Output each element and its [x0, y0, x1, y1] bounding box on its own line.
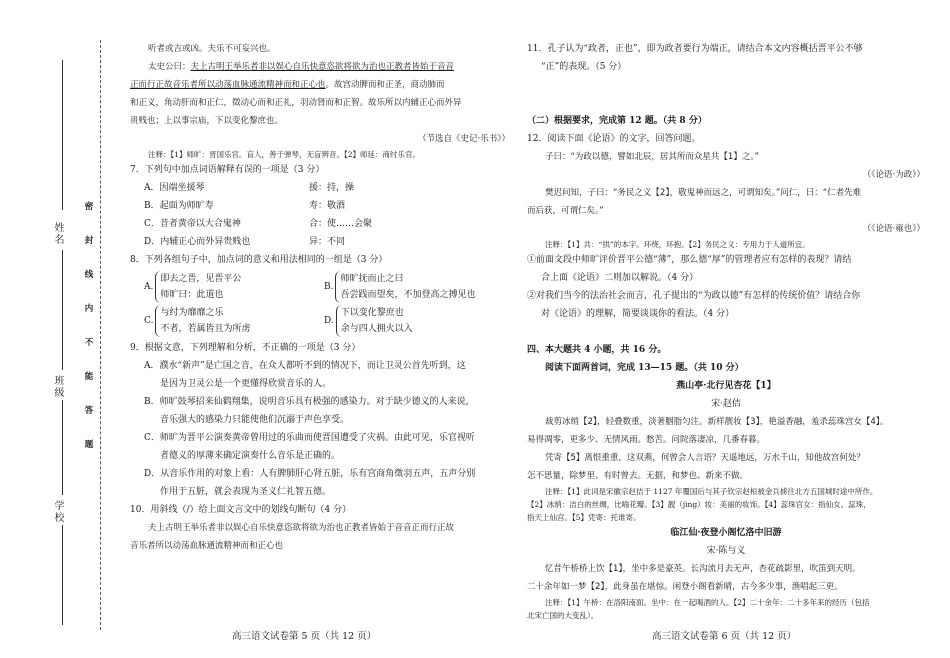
answer-space [527, 323, 925, 341]
seal-char: 不 [84, 338, 94, 348]
lunyu-quote-2: 樊迟问知，子曰：“务民之义【2】，敬鬼神而远之，可谓知矣。”问仁，曰：“仁者先难 [545, 188, 862, 198]
seal-char: 封 [84, 236, 94, 246]
school-blank-line [62, 400, 63, 495]
lunyu-note: 注释：【1】共：“拱”的本字。环绕，环抱。【2】务民之义：专用力于人道所宜。 [545, 240, 810, 249]
seal-dashed-line [100, 40, 101, 630]
q9-option-b-cont: 音乐强大的感染力只能使他们沉溺于声色享受。 [160, 415, 350, 425]
poem-1-line: 裁剪冰绡【2】，轻叠数重，淡著胭脂匀注。新样靓妆【3】，艳溢香融，羞杀蕊珠宫女【4】。 [545, 417, 889, 427]
poem-1-author: 宋·赵佶 [711, 399, 741, 409]
q10-sentence: 夫上古明王举乐者非以娱心自乐快意恣欲将欲为治也正教者皆始于音音正而行正故 [148, 523, 455, 533]
question-12-1: ①前面文段中师旷评价晋平公德“薄”，那么德“厚”的管理者应有怎样的表现？请结 [527, 255, 852, 265]
lunyu-source-2: （《论语·雍也》） [862, 224, 925, 234]
q8-option-a: A. 即去之晋，见晋平公 师旷曰：此道也 [144, 271, 324, 303]
passage-line: 正而行正故音乐者所以动荡血脉通流精神而和正心也。故宫动脾而和正圣，商动肺而 [130, 80, 445, 90]
passage-note: 注释：【1】师旷：晋国乐官。盲人，善于弹琴，无盲辨音。【2】师延：商纣乐官。 [148, 150, 421, 159]
poem-2-line: 忆昔午桥桥上饮【1】，坐中多是豪英。长沟流月去无声，杏花疏影里，吹笛到天明。 [545, 564, 861, 574]
school-label: 学校 [52, 500, 63, 524]
passage-line: 太史公曰：夫上古明王举乐者非以娱心自乐快意恣欲将欲为治也正教者皆始于音音 [148, 62, 455, 72]
question-11-cont: “正”的表现。（5 分） [541, 62, 627, 72]
page-5 [130, 40, 510, 555]
passage-line: 贵贱也；上以事宗庙，下以变化黎庶也。 [130, 116, 284, 126]
seal-char: 密 [84, 202, 94, 212]
lunyu-quote-2-cont: 而后获，可谓仁矣。” [527, 206, 604, 216]
binding-strip [0, 0, 118, 658]
poem-2-title: 临江仙·夜登小阁忆洛中旧游 [670, 528, 782, 538]
underlined-sentence: 正而行正故音乐者所以动荡血脉通流精神而和正心也 [130, 80, 326, 90]
poem-1-note: 指天上仙宫。【5】凭寄：托谁寄。 [527, 513, 641, 522]
q9-option-c-cont: 者德义的厚薄来确定演奏什么音乐是正确的。 [160, 451, 341, 461]
q7-option-c: C．昔者黄帝以大合鬼神 合：使……会聚 [144, 219, 373, 229]
q10-sentence-cont: 音乐者所以动荡血脉通流精神而和正心也 [130, 541, 284, 551]
name-blank-line [62, 60, 63, 210]
q8-option-d: D. 下以变化黎庶也 余与四人拥火以入 [324, 305, 504, 337]
question-8: 8．下列各组句子中，加点词的意义和用法相同的一组是（3 分） [130, 255, 388, 265]
section-4-heading: 四、本大题共 4 小题，共 16 分。 [527, 345, 667, 355]
poem-1-line: 凭寄【5】离恨重重，这双燕，何曾会人言语？天遥地远，万水千山，知他故宫何处？ [545, 453, 865, 463]
lunyu-quote-1: 子曰：“为政以德，譬如北辰，居其所而众星共【1】之。” [545, 152, 759, 162]
class-label: 班级 [52, 375, 63, 399]
q8-option-b: B. 师旷抚而止之曰 吾尝践而望矣，不加登高之搏见也 [324, 271, 504, 303]
class-blank-line [62, 250, 63, 370]
question-12-2-cont: 对《论语》的理解，简要谈谈你的看法。（4 分） [541, 309, 735, 319]
poem-1-note: 【2】冰绡：洁白的丝绸，比喻花瓣。【3】靓（jìng）妆：美丽的妆饰。【4】蕊珠宫女：指仙女。蕊珠， [527, 500, 871, 509]
q9-option-c: C．师旷为晋平公演奏黄帝曾用过的乐曲而使晋国遭受了灾祸。由此可见，乐官视听 [144, 433, 475, 443]
school-blank-line-lower [62, 525, 63, 625]
q9-option-a: A．濮水“新声”是亡国之音，在众人都听不到的情况下，而让卫灵公首先听到，这 [144, 361, 466, 371]
page-5-footer: 高三语文试卷第 5 页（共 12 页） [232, 631, 377, 642]
poem-2-note: 北宋亡国的大变乱）。 [527, 611, 599, 620]
question-12: 12．阅读下面《论语》的文字，回答问题。 [527, 134, 701, 144]
q7-option-d: D．内辅正心而外异贵贱也 异：不同 [144, 237, 346, 247]
poem-1-title: 燕山亭·北行见杏花【1】 [676, 381, 776, 391]
q9-option-d: D．从音乐作用的对象上看：人有脾肺肝心肾五脏，乐有宫商角徵羽五声，五声分别 [144, 469, 476, 479]
passage-line: 和正义，角动肝而和正仁，徵动心而和正礼，羽动肾而和正智。故乐所以内辅正心而外异 [130, 98, 462, 108]
q9-option-d-cont: 作用于五脏，就会表现为圣义仁礼智五德。 [160, 487, 332, 497]
question-7: 7．下列句中加点词语解释有误的一项是（3 分） [130, 165, 325, 175]
seal-char: 内 [84, 304, 94, 314]
name-label: 姓名 [52, 222, 63, 246]
question-11: 11．孔子认为“政者，正也”，即为政者要行为端正，请结合本文内容概括晋平公不够 [527, 44, 863, 54]
poem-2-note: 注释：【1】午桥：在洛阳南面。坐中：在一起喝酒的人。【2】二十余年：二十多年来的经历（包括 [545, 598, 870, 607]
poem-1-line: 易得凋零，更多少、无情风雨。愁苦。问院落凄凉，几番春暮。 [527, 435, 766, 445]
section-2-heading: （二）根据要求，完成第 12 题。（共 8 分） [527, 116, 707, 126]
page-6-footer: 高三语文试卷第 6 页（共 12 页） [652, 631, 797, 642]
page-6 [527, 40, 925, 622]
q8-row-ab [130, 271, 510, 303]
poem-1-note: 注释：【1】此词是宋徽宗赵佶于 1127 年覆国后与其子钦宗赵桓被金兵掳往北方五国城时途中所作。 [545, 487, 878, 496]
poem-2-author: 宋·陈与义 [706, 546, 746, 556]
q7-option-a: A．因端坐援琴 援：持，操 [144, 183, 355, 193]
passage-line: 听者或吉或凶。夫乐不可妄兴也。 [148, 44, 276, 54]
q8-row-cd [130, 305, 510, 337]
q9-option-b: B．师旷鼓琴招来仙鹤翔集，说明音乐具有极强的感染力。对于缺少德义的人来说， [144, 397, 475, 407]
poem-1-line: 怎不思量，除梦里、有时曾去。无据，和梦也、新来不做。 [527, 471, 749, 481]
seal-char: 答 [84, 406, 94, 416]
q7-option-b: B．起面为师旷寿 寿：敬酒 [144, 201, 346, 211]
passage-source: （节选自《史记·乐书》） [418, 134, 510, 144]
question-10: 10．用斜线（/）给上面文言文中的划线句断句（4 分） [130, 505, 352, 515]
seal-char: 线 [84, 270, 94, 280]
question-9: 9．根据文意，下列理解和分析，不正确的一项是（3 分） [130, 343, 361, 353]
answer-space [527, 76, 925, 112]
seal-char: 题 [84, 440, 94, 450]
underlined-sentence: 夫上古明王举乐者非以娱心自乐快意恣欲将欲为治也正教者皆始于音音 [190, 62, 455, 72]
q8-option-c: C. 与纣为靡靡之乐 不者，若属皆且为所虏 [144, 305, 324, 337]
question-12-1-cont: 合上面《论语》二则加以解说。（4 分） [541, 273, 699, 283]
question-12-2: ②对我们当今的法治社会而言，孔子提出的“为政以德”有怎样的传统价值？请结合你 [527, 291, 861, 301]
seal-char: 能 [84, 372, 94, 382]
q9-option-a-cont: 是因为卫灵公是一个更懂得欣赏音乐的人。 [160, 379, 332, 389]
poem-2-line: 二十余年如一梦【2】，此身虽在堪惊。闲登小阁看新晴，古今多少事，渔唱起三更。 [527, 582, 843, 592]
section-4-instruction: 阅读下面两首词，完成 13—15 题。（共 10 分） [545, 363, 744, 373]
lunyu-source-1: （《论语·为政》） [862, 170, 925, 180]
seal-line-text [82, 200, 96, 472]
